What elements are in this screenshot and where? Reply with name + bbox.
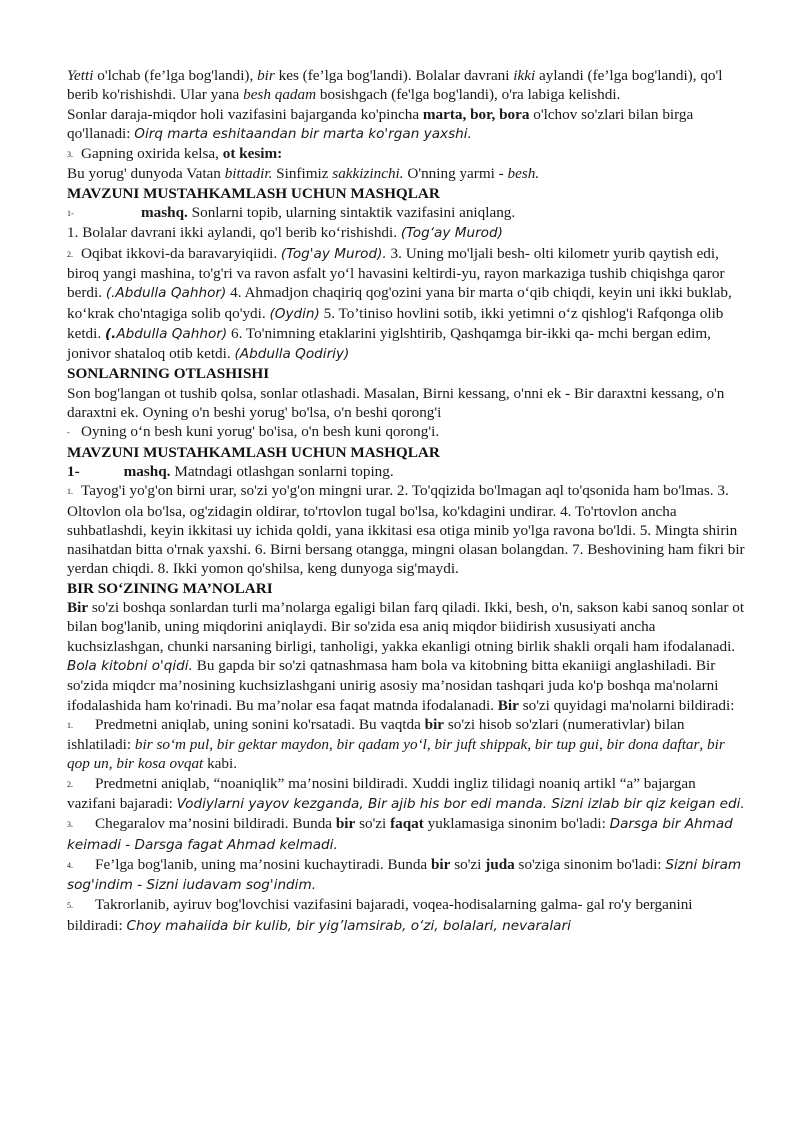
text: Chegaralov ma’nosini bildiradi. Bunda	[95, 815, 336, 833]
meaning-item-2	[67, 774, 747, 815]
section-heading-mashqlar-2: MAVZUNI MUSTAHKAMLASH UCHUN MASHQLAR	[67, 443, 440, 461]
text: 1. Bolalar davrani ikki aylandi, qo'l berib ko‘rishishdi.	[67, 224, 401, 242]
section-heading-otlashishi: SONLARNING OTLASHISHI	[67, 365, 270, 383]
bold-term: ot kesim:	[222, 145, 283, 163]
citation-mark: (.	[104, 325, 117, 342]
text: 6. To'nimning etaklarini yiglshtirib, Qashqamga bir-ikki qa- mchi bergan edim, jonivor shataloq otib ketdi.	[67, 324, 711, 363]
paragraph-otlashishi: Son bog'langan ot tushib qolsa, sonlar otlashadi. Masalan, Birni kessang, o'nni ek - Bir daraxtni kessang, o'n daraxtni ek. Oyning o'n beshi yorug' bo'lsa, o'n beshi qorong'i	[67, 384, 725, 422]
section-heading-mashqlar: MAVZUNI MUSTAHKAMLASH UCHUN MASHQLAR	[67, 184, 440, 202]
exercise-label: mashq.	[123, 462, 171, 480]
text: Matndagi otlashgan sonlarni toping.	[170, 462, 394, 480]
text: Bu gapda bir so'zi qatnashmasa ham bola va kitobning bitta ekaniigi anglashiladi. Bir so'zida miqdcr ma’nosining kuchsizlashgani unirig asosiy ma’nosidan tashqari juda ko'p boshqa ma'nolarni ifodalashida ham ko'rinadi. Bu ma’nolar esa faqat matnda ifodalanadi.	[67, 656, 719, 714]
paragraph-yetti	[67, 66, 747, 105]
paragraph-vatan	[67, 164, 747, 183]
example-sentence: Darsga bir Ahmad keimadi - Darsga fagat Ahmad kelmadi.	[67, 816, 733, 853]
example: bir dona daftar	[606, 736, 700, 754]
text: yuklamasiga sinonim bo'ladi:	[423, 815, 610, 833]
list-number: 2.	[67, 779, 73, 789]
text: ,	[599, 736, 607, 754]
list-number: 1-	[67, 462, 80, 480]
text: 4. Ahmadjon chaqiriq qog'ozini yana bir marta o‘qib chiqdi, keyin uni ikki buklab, ko‘krak cho'ntagiga solib qo'ydi.	[67, 284, 732, 322]
bold-term: Bir	[67, 599, 89, 617]
example-sentence: Sizni biram sog'indim - Sizni iudavam sog'indim.	[67, 856, 742, 894]
exercise-1-title	[67, 203, 747, 223]
text: Tayog'i yo'g'on birni urar, so'zi yo'g'on mingni urar. 2. To'qqizida bo'lmagan aql to'qsonida ham bo'lmas. 3. Oltovlon ola bo'lsa, og'zidagin oldirar, to'rtovlon tugal bo'lsa, ko'kdagini undirar. 4. To'rtovlon ancha suhbatlashdi, keyin ikkitasi uy ichida qoldi, yana ikkitasi esa otiga minib yo'lga ravona bo'ldi. 5. Mingta shirin nasihatdan bitta o'rnak yaxshi. 6. Birni bersang otangga, mingni olasan bolangdan. 7. Beshovining ham fikri bir yerdan chiqdi. 8. Ikki yomon qo'shilsa, keng dunyoga sig'maydi.	[67, 482, 745, 578]
italic-word: besh.	[507, 165, 540, 183]
italic-word: sakkizinchi.	[332, 165, 404, 183]
exercise-1-items	[67, 244, 747, 365]
exercise-1-item-1	[67, 223, 747, 243]
text: Sinfimiz	[272, 165, 333, 183]
bold-term: bir	[424, 715, 445, 733]
example-sentence: Oirq marta eshitaandan bir marta ko'rgan yaxshi.	[134, 125, 472, 142]
text: ,	[699, 736, 708, 754]
paragraph-daraja-miqdor	[67, 105, 747, 145]
bold-term: faqat	[390, 815, 424, 833]
list-number: 5.	[67, 901, 73, 911]
list-number: 4.	[67, 860, 73, 870]
section-heading-bir: BIR SO‘ZINING MA’NOLARI	[67, 579, 273, 597]
list-number: 2.	[67, 249, 73, 259]
author-citation: (Tog‘ay Murod)	[400, 225, 503, 242]
list-number: 1-	[67, 209, 74, 219]
meaning-item-4	[67, 855, 747, 896]
text: o'lchov so'zlari bilan birga qo'llanadi:	[67, 105, 694, 142]
list-item-3	[67, 144, 747, 164]
exercise-2-items	[67, 481, 747, 578]
author-citation: (Tog'ay Murod).	[280, 245, 387, 262]
italic-word: besh qadam	[243, 86, 317, 104]
text: 3. Uning mo'ljali besh- olti kilometr yurib qaytish edi, biroq yangi mashina, to'g'ri va ravon asfalt yo‘l havasini keltirdi-yu, rayon markaziga tushib chiqishga qaror berdi.	[67, 244, 725, 302]
meaning-item-5	[67, 895, 747, 936]
example: bir so‘m pul	[134, 736, 210, 754]
example: bir qop un, bir kosa ovqat	[67, 736, 725, 773]
author-citation: (.Abdulla Qahhor)	[105, 285, 227, 302]
italic-word: Yetti	[67, 67, 94, 84]
example-sentence: Choy mahaiida bir kulib, bir yig’lamsirab, o‘zi, bolalari, nevaralari	[126, 917, 571, 934]
example: bir gektar maydon, bir qadam yo‘l	[216, 736, 427, 754]
italic-word: bir	[257, 67, 275, 84]
bold-term: bir	[335, 815, 356, 833]
list-dash: -	[67, 428, 70, 438]
author-citation: (Abdulla Qodiriy)	[234, 346, 350, 363]
text: so'zi boshqa sonlardan turli ma’nolarga egaligi bilan farq qiladi. Ikki, besh, o'n, sakson kabi sanoq sonlar ot bilan bog'lanib, uning miqdorini aniqlaydi. Bir so'zida esa aniq miqdor biidirish xususiyati ancha kuchsizlashgan, chunki narsaning birligi, tanholigi, yakka ekanligi otning birlik shakli orqali ham ifodalanadi.	[67, 599, 745, 655]
list-number: 1.	[67, 720, 73, 730]
example: bir juft shippak, bir tup gui	[434, 736, 599, 754]
italic-word: ikki	[513, 67, 536, 84]
text: kabi.	[203, 755, 238, 773]
exercise-label: mashq.	[141, 204, 188, 222]
text: Sonlar daraja-miqdor holi vazifasini bajarganda ko'pincha	[67, 105, 423, 123]
list-number: 3.	[67, 150, 73, 160]
author-citation: Abdulla Qahhor)	[116, 325, 228, 342]
text: Oqibat ikkovi-da baravaryiqiidi.	[81, 244, 281, 262]
dash-item	[67, 422, 747, 442]
bold-words: marta, bor, bora	[422, 105, 530, 123]
text: so'zi quyidagi ma'nolarni bildiradi:	[518, 696, 735, 714]
italic-word: bittadir.	[224, 165, 273, 183]
text: Oyning o‘n besh kuni yorug' bo'isa, o'n besh kuni qorong'i.	[81, 423, 440, 441]
exercise-2-title	[67, 462, 747, 481]
text: so'zi	[355, 815, 391, 833]
list-number: 3.	[67, 820, 73, 830]
text: so'zi	[450, 855, 486, 873]
text: Predmetni aniqlab, “noaniqlik” ma’nosini bildiradi. Xuddi ingliz tilidagi noaniq artikl “a” bajargan vazifani bajaradi:	[67, 774, 696, 812]
list-number: 1.	[67, 487, 73, 497]
document-page	[67, 66, 747, 936]
text: kes (fe’lga bog'landi). Bolalar davrani	[274, 67, 514, 84]
paragraph-bir	[67, 598, 747, 715]
text: 5. To’tiniso hovlini sotib, ikki yetimni o‘z qishlog'i Rafqonga olib ketdi.	[67, 304, 724, 342]
text: Predmetni aniqlab, uning sonini ko'rsatadi. Bu vaqtda	[95, 715, 425, 733]
text: aylandi (fe’lga bog'landi), qo'l berib ko'rishishdi. Ular yana	[67, 67, 723, 104]
text: ,	[426, 736, 435, 754]
text: so'ziga sinonim bo'ladi:	[514, 855, 666, 873]
text: Fe’lga bog'lanib, uning ma’nosini kuchaytiradi. Bunda	[95, 855, 431, 873]
text: bosishgach (fe'lga bog'landi), o'ra labiga kelishdi.	[316, 86, 621, 104]
example-sentence: Bola kitobni o'qidi.	[67, 657, 193, 674]
bold-term: juda	[485, 855, 515, 873]
text: o'lchab (fe’lga bog'landi),	[93, 67, 258, 84]
bold-term: Bir	[497, 696, 519, 714]
bold-term: bir	[430, 855, 451, 873]
example-sentence: Vodiylarni yayov kezganda, Bir ajib his bor edi manda. Sizni izlab bir qiz keigan edi.	[176, 795, 745, 812]
meaning-item-1	[67, 715, 747, 774]
text: ,	[209, 736, 217, 754]
text: Gapning oxirida kelsa,	[81, 145, 223, 163]
text: Takrorlanib, ayiruv bog'lovchisi vazifasini bajaradi, voqea-hodisalarning galma- gal ro'y berganini bildiradi:	[67, 896, 693, 934]
text: Sonlarni topib, ularning sintaktik vazifasini aniqlang.	[187, 204, 516, 222]
text: Bu yorug' dunyoda Vatan	[67, 165, 225, 183]
text: so'zi hisob so'zlari (numerativlar) bilan ishlatiladi:	[67, 715, 685, 754]
text: O'nning yarmi -	[403, 165, 508, 183]
meaning-item-3	[67, 814, 747, 855]
author-citation: (Oydin)	[269, 305, 320, 322]
